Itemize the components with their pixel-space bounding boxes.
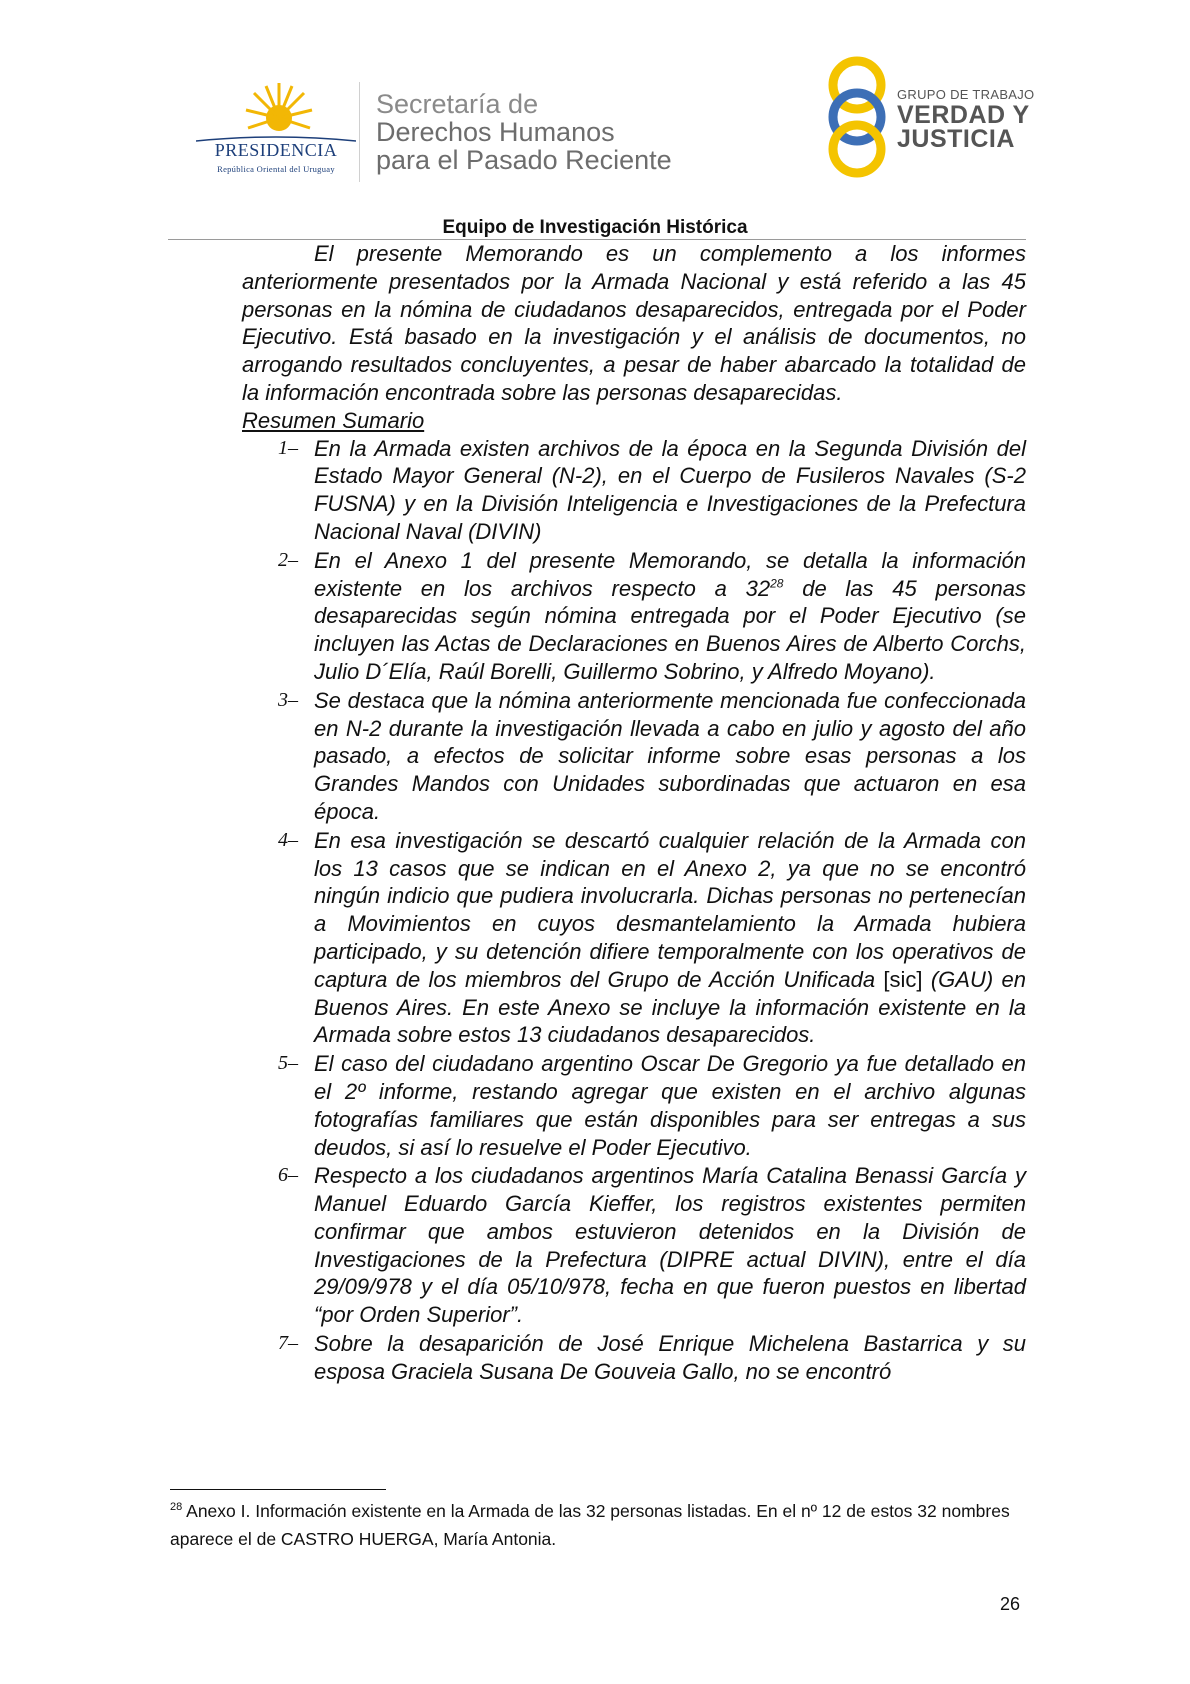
secretaria-line2: Derechos Humanos [376, 117, 615, 147]
item-text [314, 827, 1026, 1049]
item-text-part: de las 45 personas desaparecidas según nómina entregada por el Poder Ejecutivo (se incluyen las Actas de Declaraciones en Buenos Aires de Alberto Corchs, Julio D´Elía, Raúl Borelli, Guillermo Sobrino, y Alfredo Moyano). [314, 575, 1026, 684]
sic-marker: [sic] [883, 966, 923, 992]
item-number: 4– [278, 828, 298, 851]
footnote-rule [170, 1489, 386, 1490]
list-item [242, 1162, 1026, 1329]
gtvj-line1: GRUPO DE TRABAJO [897, 87, 1035, 102]
header-divider [359, 82, 360, 182]
item-text: Respecto a los ciudadanos argentinos María Catalina Benassi García y Manuel Eduardo García Kieffer, los registros existentes permiten confirmar que ambos estuvieron detenidos en la División de Investigaciones de la Prefectura (DIPRE actual DIVIN), entre el día 29/09/978 y el día 05/10/978, fecha en que fueron puestos en libertad “por Orden Superior”. [314, 1163, 1026, 1328]
gtvj-line2: VERDAD Y [897, 101, 1030, 129]
item-number: 3– [278, 688, 298, 711]
page-number: 26 [1000, 1594, 1021, 1614]
footnote [170, 1497, 1026, 1553]
item-number: 1– [278, 436, 298, 459]
team-title: Equipo de Investigación Histórica [442, 217, 748, 238]
item-number: 6– [278, 1164, 298, 1187]
list-item [242, 827, 1026, 1049]
item-text [314, 547, 1026, 686]
footnote-ref: 28 [770, 576, 784, 591]
presidencia-logo [196, 80, 356, 180]
summary-list [242, 435, 1026, 1386]
secretaria-logo-text [376, 90, 672, 174]
list-item [242, 435, 1026, 546]
gtvj-logo [822, 55, 1035, 180]
item-text: El caso del ciudadano argentino Oscar De Gregorio ya fue detallado en el 2º informe, restando agregar que existen en el archivo algunas fotografías familiares que están disponibles para ser entregas a sus deudos, si así lo resuelve el Poder Ejecutivo. [314, 1051, 1026, 1160]
item-number: 7– [278, 1332, 298, 1355]
item-text: Se destaca que la nómina anteriormente mencionada fue confeccionada en N-2 durante la investigación llevada a cabo en julio y agosto del año pasado, a efectos de solicitar informe sobre esas personas a los Grandes Mandos con Unidades subordinadas que actuaron en esa época. [314, 687, 1026, 824]
footnote-text: Anexo I. Información existente en la Armada de las 32 personas listadas. En el nº 12 de estos 32 nombres aparece el de CASTRO HUERGA, María Antonia. [170, 1501, 1010, 1549]
item-text: Sobre la desaparición de José Enrique Michelena Bastarrica y su esposa Graciela Susana De Gouveia Gallo, no se encontró [314, 1331, 1026, 1384]
list-item [242, 687, 1026, 826]
item-text-part: En el Anexo 1 del presente Memorando, se detalla la información existente en los archivos respecto a 32 [314, 547, 1026, 601]
rings-icon [822, 55, 892, 180]
presidencia-name: PRESIDENCIA [214, 140, 338, 160]
list-item [242, 1050, 1026, 1161]
item-number: 2– [278, 548, 298, 571]
footnote-number: 28 [170, 1501, 183, 1514]
item-text-part: En esa investigación se descartó cualquier relación de la Armada con los 13 casos que se indican en el Anexo 2, ya que no se encontró ningún indicio que pudiera involucrarla. Dichas personas no pertenecían a Movimientos en cuyos desmantelamiento la Armada hubiera participado, y su detención difiere temporalmente con los operativos de captura de los miembros del Grupo de Acción Unificada [314, 827, 1026, 992]
list-item [242, 1330, 1026, 1386]
presidencia-subtitle: República Oriental del Uruguay [217, 164, 335, 174]
list-item [242, 547, 1026, 686]
secretaria-line3: para el Pasado Reciente [376, 145, 672, 175]
item-number: 5– [278, 1052, 298, 1075]
secretaria-line1: Secretaría de [376, 89, 539, 119]
section-title: Resumen Sumario [242, 407, 425, 433]
intro-paragraph: El presente Memorando es un complemento a los informes anteriormente presentados por la Armada Nacional y está referido a las 45 personas en la nómina de ciudadanos desaparecidos, entregada por el Poder Ejecutivo. Está basado en la investigación y el análisis de documentos, no arrogando resultados concluyentes, a pesar de haber abarcado la totalidad de la información encontrada sobre las personas desaparecidas. [242, 241, 1026, 405]
item-text: En la Armada existen archivos de la época en la Segunda División del Estado Mayor General (N-2), en el Cuerpo de Fusileros Navales (S-2 FUSNA) y en la División Inteligencia e Investigaciones de la Prefectura Nacional Naval (DIVIN) [314, 435, 1026, 544]
item-text-part: (GAU) en Buenos Aires. En este Anexo se incluye la información existente en la Armada sobre estos 13 ciudadanos desaparecidos. [314, 966, 1026, 1048]
document-body [242, 240, 1026, 1386]
gtvj-line3: JUSTICIA [897, 125, 1015, 153]
